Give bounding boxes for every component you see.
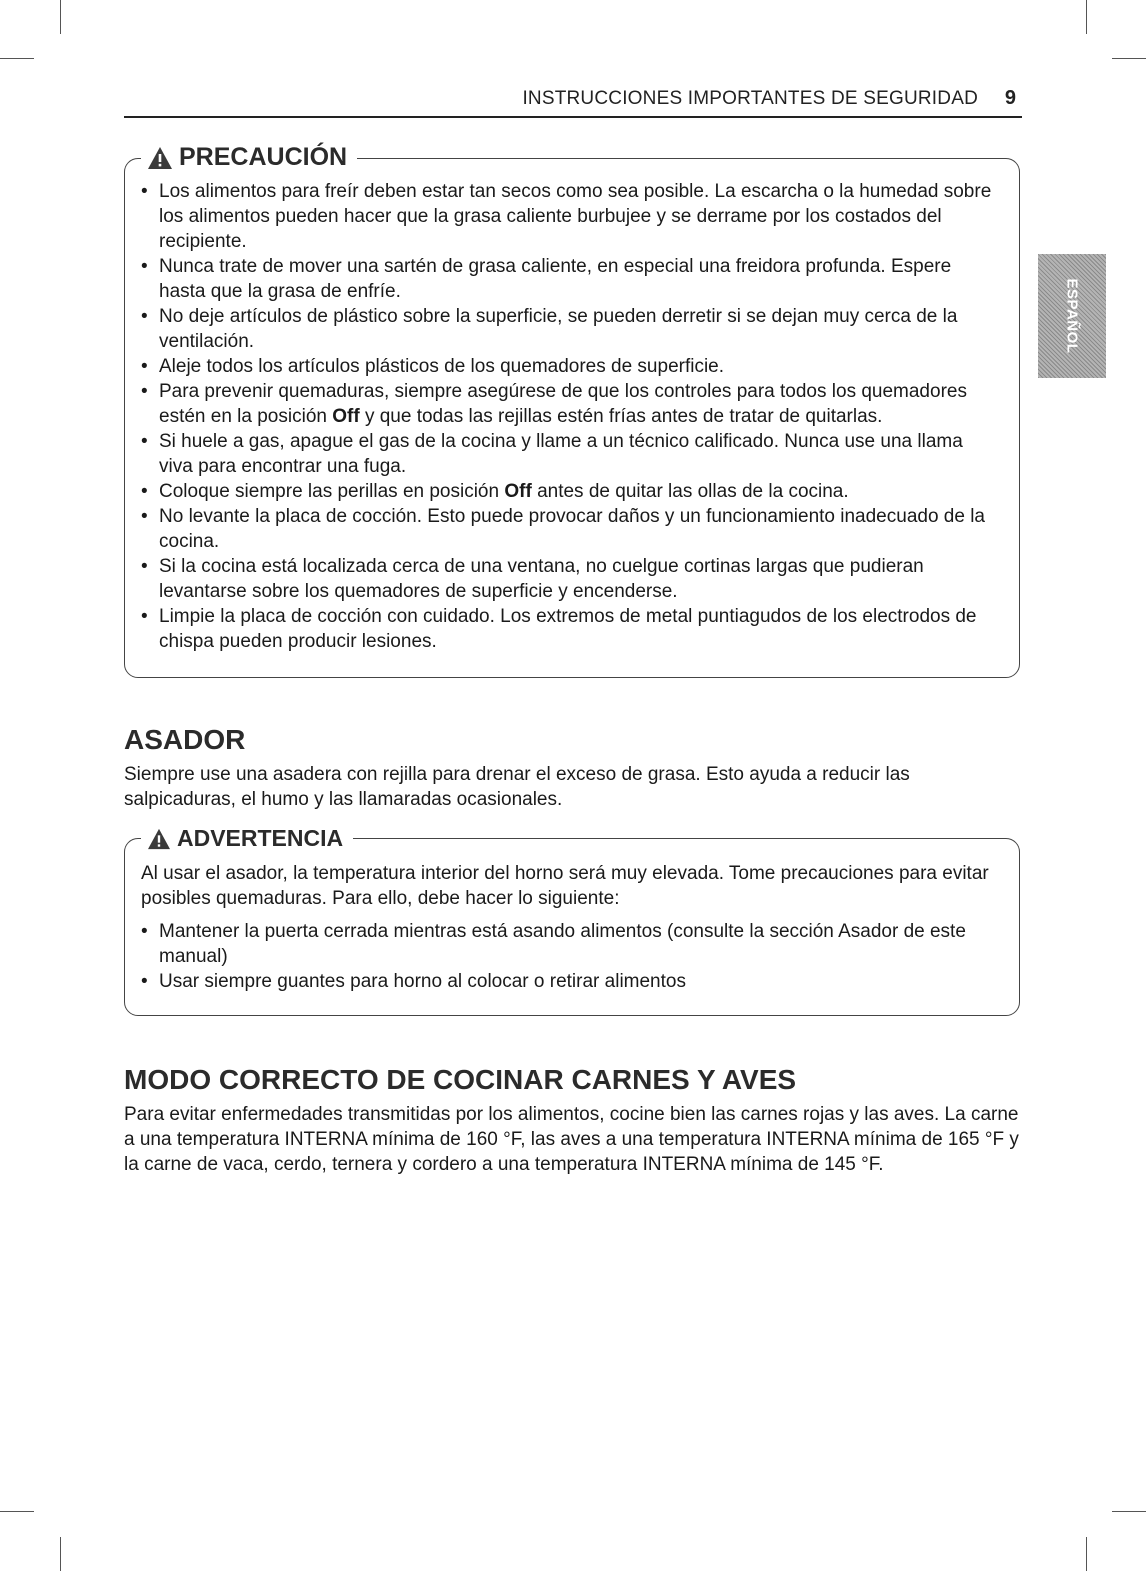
precaution-title: PRECAUCIÓN [179,143,348,171]
list-item: • Usar siempre guantes para horno al colocar o retirar alimentos [137,969,1001,994]
crop-mark [0,58,34,59]
list-item [137,479,1001,504]
cooking-body: Para evitar enfermedades transmitidas por los alimentos, cocine bien las carnes rojas y las aves. La carne a una temperatura INTERNA mínima de 160 °F, las aves a una temperatura INTERNA mínima de 165 °F y la carne de vaca, cerdo, ternera y cordero a una temperatura INTERNA mínima de 145 °F. [124,1104,1019,1175]
warning-icon [147,828,171,850]
crop-mark [1086,0,1087,34]
item-text: Para prevenir quemaduras, siempre asegúrese de que los controles para todos los quemadores estén en la posición [159,381,967,427]
page-header [124,86,1022,118]
list-item: • No deje artículos de plástico sobre la superficie, se pueden derretir si se dejan muy cerca de la ventilación. [137,304,1001,354]
warning-list [137,919,1001,994]
precaution-box [124,143,1020,678]
asador-title: ASADOR [124,724,246,755]
item-text: y que todas las rejillas estén frías antes de tratar de quitarlas. [359,406,883,427]
list-item: • Aleje todos los artículos plásticos de los quemadores de superficie. [137,354,1001,379]
warning-title: ADVERTENCIA [177,825,344,851]
warning-icon [147,146,173,170]
crop-mark [1112,1511,1146,1512]
warning-intro: Al usar el asador, la temperatura interior del horno será muy elevada. Tome precauciones para evitar posibles quemaduras. Para ello, debe hacer lo siguiente: [141,863,989,909]
list-item: • Los alimentos para freír deben estar tan secos como sea posible. La escarcha o la humedad sobre los alimentos pueden hacer que la grasa caliente burbujee y se derrame por los costados del recipiente. [137,179,1001,254]
item-text: antes de quitar las ollas de la cocina. [531,481,849,502]
precaution-heading [141,143,357,172]
page-number: 9 [1004,87,1016,109]
crop-mark [0,1511,34,1512]
asador-body: Siempre use una asadera con rejilla para drenar el exceso de grasa. Esto ayuda a reducir las salpicaduras, el humo y las llamaradas ocasionales. [124,764,910,810]
language-tab-label: ESPAÑOL [1063,278,1081,354]
cooking-title: MODO CORRECTO DE COCINAR CARNES Y AVES [124,1064,797,1095]
list-item: • Si la cocina está localizada cerca de una ventana, no cuelgue cortinas largas que pudieran levantarse sobre los quemadores de superficie y encenderse. [137,554,1001,604]
warning-heading [141,825,353,852]
item-text: Coloque siempre las perillas en posición [159,481,505,502]
item-emphasis: Off [332,406,360,427]
precaution-list [137,179,1001,654]
crop-mark [1086,1537,1087,1571]
list-item: • Limpie la placa de cocción con cuidado. Los extremos de metal puntiagudos de los electrodos de chispa pueden producir lesiones. [137,604,1001,654]
list-item [137,379,1001,429]
warning-box [124,825,1020,1016]
crop-mark [60,0,61,34]
list-item: • Nunca trate de mover una sartén de grasa caliente, en especial una freidora profunda. Espere hasta que la grasa de enfríe. [137,254,1001,304]
item-emphasis: Off [504,481,532,502]
list-item: • No levante la placa de cocción. Esto puede provocar daños y un funcionamiento inadecuado de la cocina. [137,504,1001,554]
header-title: INSTRUCCIONES IMPORTANTES DE SEGURIDAD [522,88,978,109]
language-tab[interactable] [1038,254,1106,378]
crop-mark [1112,58,1146,59]
list-item: • Si huele a gas, apague el gas de la cocina y llame a un técnico calificado. Nunca use una llama viva para encontrar una fuga. [137,429,1001,479]
list-item: • Mantener la puerta cerrada mientras está asando alimentos (consulte la sección Asador de este manual) [137,919,1001,969]
crop-mark [60,1537,61,1571]
